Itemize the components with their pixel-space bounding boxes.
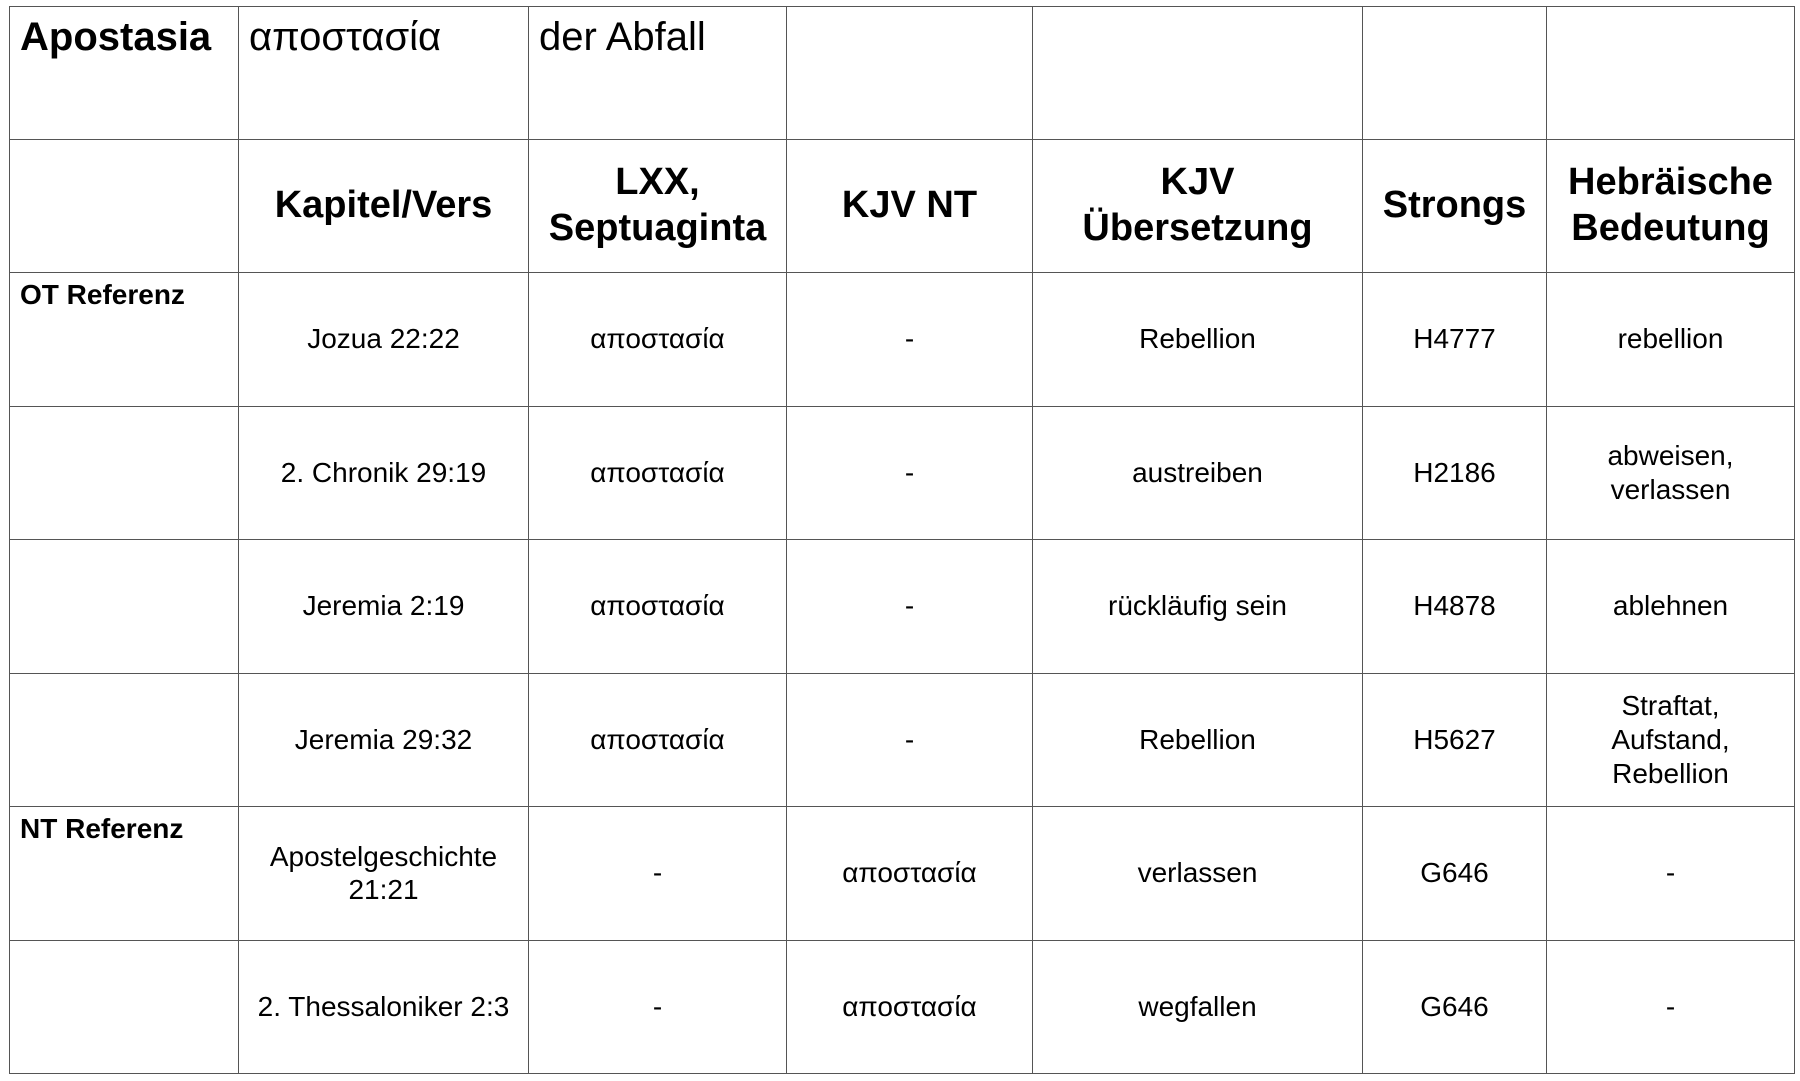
cell-kjv-translation: verlassen xyxy=(1033,807,1363,941)
cell-strongs: H4878 xyxy=(1363,540,1547,674)
cell-kjv-translation: rückläufig sein xyxy=(1033,540,1363,674)
cell-lxx: - xyxy=(529,807,787,941)
greek-term: αποστασία xyxy=(239,7,529,140)
apostasia-reference-table xyxy=(9,6,1795,1074)
header-row xyxy=(10,140,1795,273)
table-row xyxy=(10,673,1795,807)
section-label-nt: NT Referenz xyxy=(10,807,239,941)
cell-strongs: H5627 xyxy=(1363,673,1547,807)
cell-lxx: - xyxy=(529,940,787,1074)
cell-kjv-nt: - xyxy=(787,540,1033,674)
header-reference: Kapitel/Vers xyxy=(239,140,529,273)
table-row xyxy=(10,406,1795,540)
cell-lxx: αποστασία xyxy=(529,273,787,407)
empty-section-cell xyxy=(10,673,239,807)
cell-reference: Apostelgeschichte 21:21 xyxy=(239,807,529,941)
reference-table-sheet xyxy=(9,6,1795,1074)
cell-strongs: G646 xyxy=(1363,940,1547,1074)
cell-reference: Jeremia 2:19 xyxy=(239,540,529,674)
cell-lxx: αποστασία xyxy=(529,540,787,674)
cell-kjv-translation: wegfallen xyxy=(1033,940,1363,1074)
term-title: Apostasia xyxy=(10,7,239,140)
cell-reference: Jeremia 29:32 xyxy=(239,673,529,807)
table-row xyxy=(10,540,1795,674)
cell-lxx: αποστασία xyxy=(529,673,787,807)
title-row xyxy=(10,7,1795,140)
cell-hebrew-meaning: - xyxy=(1547,807,1795,941)
table-row xyxy=(10,807,1795,941)
cell-hebrew-meaning: - xyxy=(1547,940,1795,1074)
cell-hebrew-meaning: ablehnen xyxy=(1547,540,1795,674)
cell-kjv-translation: Rebellion xyxy=(1033,273,1363,407)
german-term: der Abfall xyxy=(529,7,787,140)
empty-header-cell xyxy=(10,140,239,273)
empty-section-cell xyxy=(10,406,239,540)
cell-strongs: G646 xyxy=(1363,807,1547,941)
table-row xyxy=(10,940,1795,1074)
cell-hebrew-meaning: Straftat, Aufstand, Rebellion xyxy=(1547,673,1795,807)
empty-cell xyxy=(1547,7,1795,140)
empty-cell xyxy=(1033,7,1363,140)
cell-reference: 2. Chronik 29:19 xyxy=(239,406,529,540)
header-kjv-translation: KJV Übersetzung xyxy=(1033,140,1363,273)
header-hebrew-meaning: Hebräische Bedeutung xyxy=(1547,140,1795,273)
cell-hebrew-meaning: abweisen, verlassen xyxy=(1547,406,1795,540)
cell-lxx: αποστασία xyxy=(529,406,787,540)
cell-kjv-translation: austreiben xyxy=(1033,406,1363,540)
empty-cell xyxy=(787,7,1033,140)
table-row xyxy=(10,273,1795,407)
cell-reference: 2. Thessaloniker 2:3 xyxy=(239,940,529,1074)
cell-hebrew-meaning: rebellion xyxy=(1547,273,1795,407)
cell-kjv-nt: - xyxy=(787,673,1033,807)
section-label-ot: OT Referenz xyxy=(10,273,239,407)
cell-strongs: H4777 xyxy=(1363,273,1547,407)
empty-section-cell xyxy=(10,540,239,674)
cell-kjv-translation: Rebellion xyxy=(1033,673,1363,807)
cell-strongs: H2186 xyxy=(1363,406,1547,540)
cell-kjv-nt: - xyxy=(787,273,1033,407)
header-lxx: LXX, Septuaginta xyxy=(529,140,787,273)
cell-reference: Jozua 22:22 xyxy=(239,273,529,407)
cell-kjv-nt: αποστασία xyxy=(787,940,1033,1074)
cell-kjv-nt: αποστασία xyxy=(787,807,1033,941)
empty-section-cell xyxy=(10,940,239,1074)
header-strongs: Strongs xyxy=(1363,140,1547,273)
cell-kjv-nt: - xyxy=(787,406,1033,540)
empty-cell xyxy=(1363,7,1547,140)
header-kjv-nt: KJV NT xyxy=(787,140,1033,273)
